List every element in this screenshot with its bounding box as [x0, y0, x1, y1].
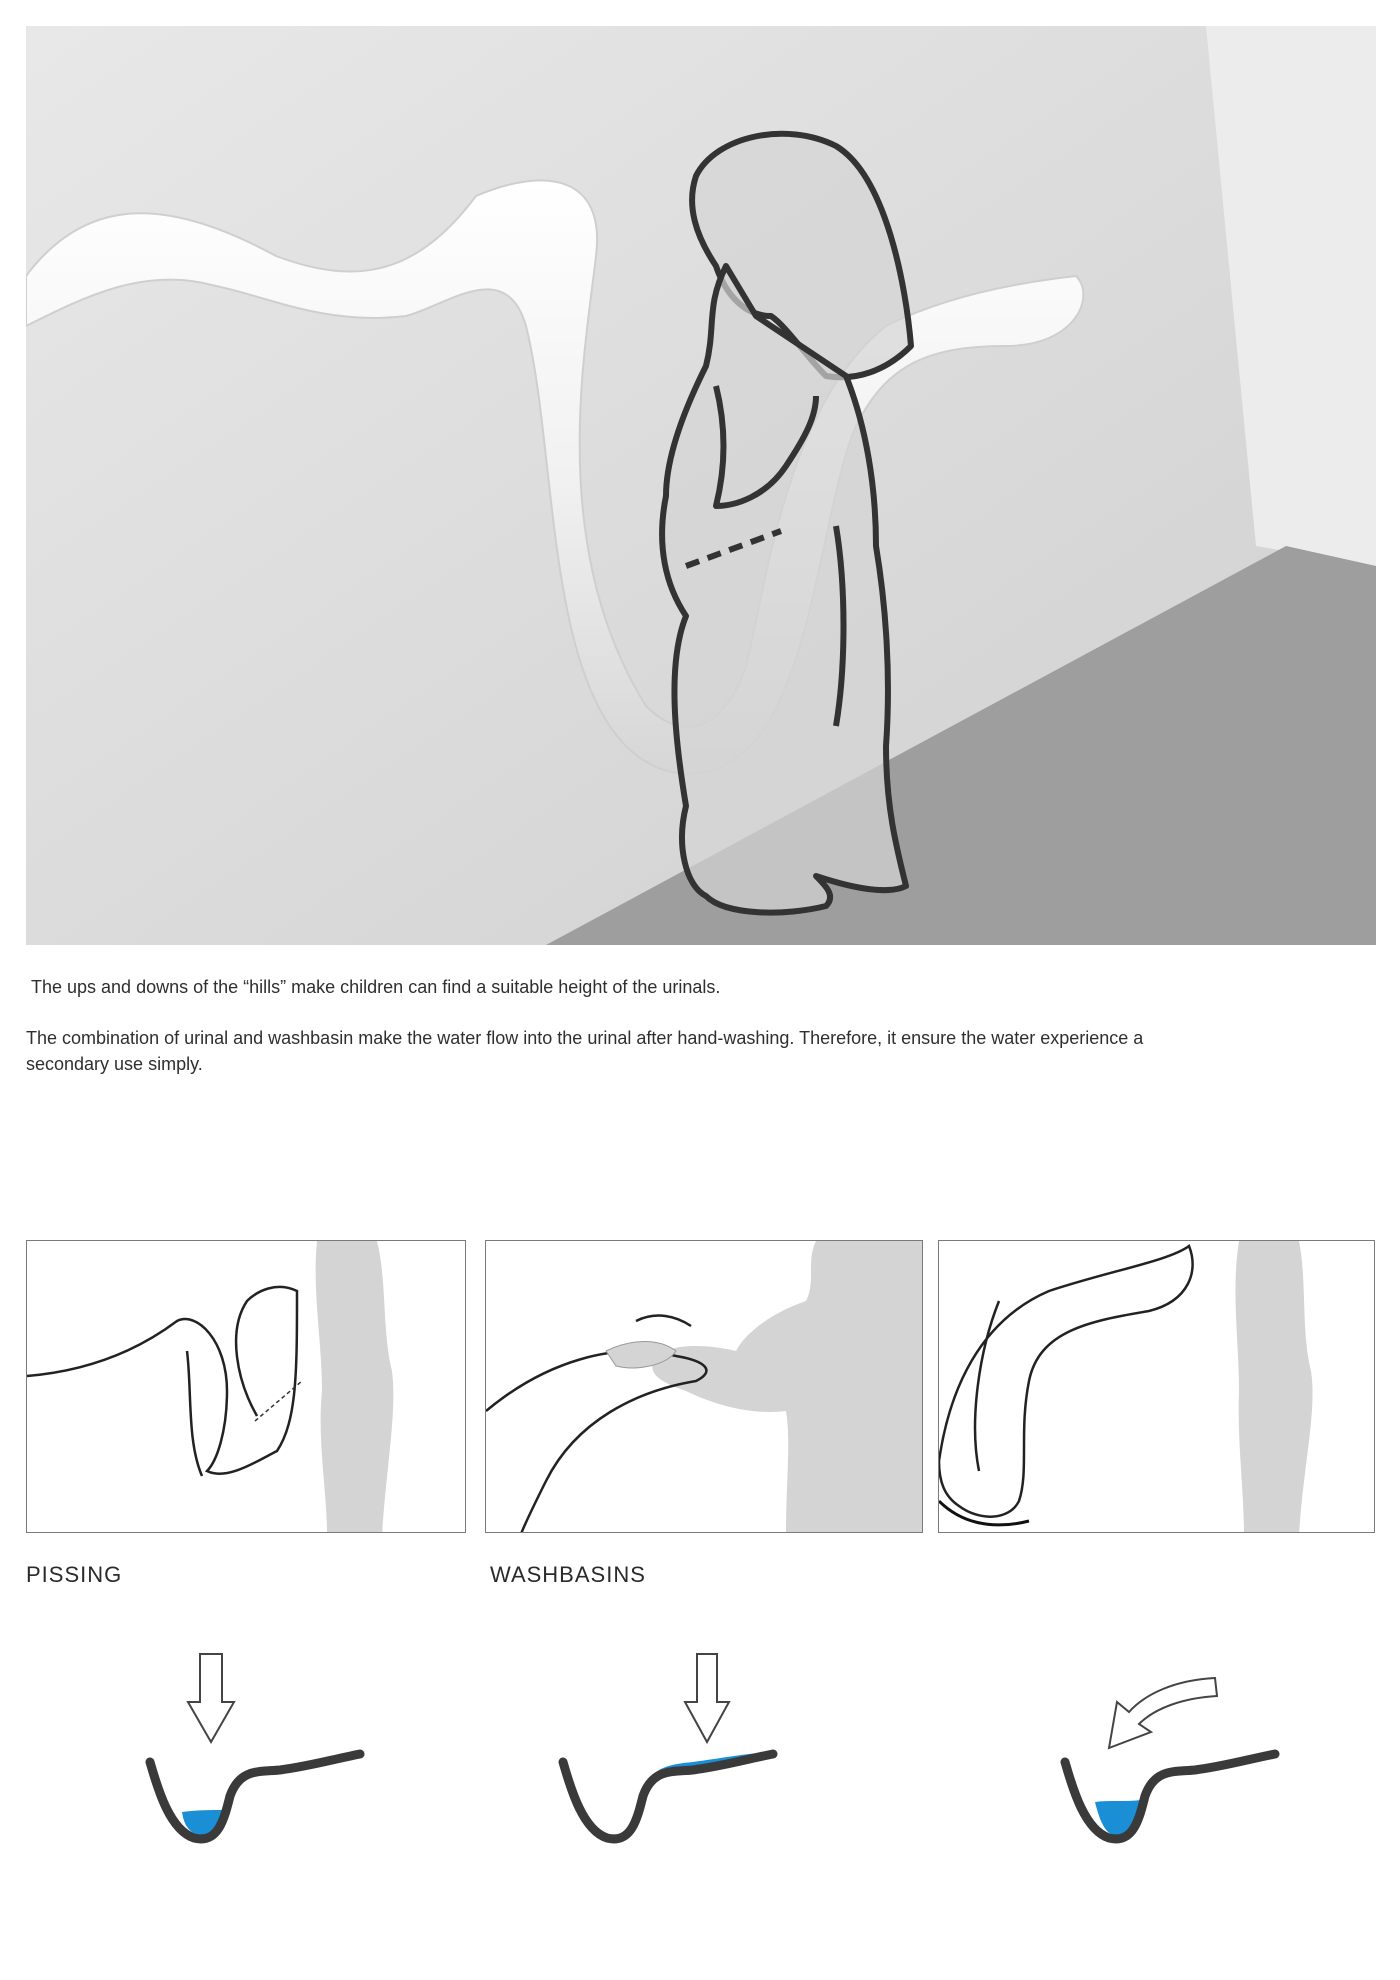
- caption-hills: The ups and downs of the “hills” make children can find a suitable height of the urinals.: [31, 977, 721, 997]
- stream-line: [255, 1381, 302, 1421]
- caption-combination: The combination of urinal and washbasin make the water flow into the urinal after hand-washing. Therefore, it ensure the water experience a secondary use simply.: [26, 1028, 1144, 1074]
- ribbon-inner: [975, 1301, 999, 1471]
- drain-sketch: [939, 1241, 1375, 1533]
- urinal-outline: [27, 1287, 297, 1474]
- panel-pissing: [26, 1240, 466, 1533]
- basin-curve: [1065, 1754, 1275, 1839]
- hero-render: [26, 26, 1376, 945]
- urinal-edge: [187, 1351, 202, 1476]
- figure-silhouette: [316, 1241, 394, 1533]
- down-arrow-icon: [188, 1654, 234, 1742]
- basin-inner: [636, 1316, 691, 1326]
- panel-washbasins: [485, 1240, 923, 1533]
- basin-curve: [150, 1754, 360, 1839]
- curved-arrow-icon: [1109, 1678, 1217, 1748]
- figure-silhouette: [1235, 1241, 1312, 1533]
- washbasin-sketch: [486, 1241, 923, 1533]
- diagram-drain-flow: [1045, 1650, 1285, 1850]
- diagram-washbasin-flow: [543, 1650, 783, 1850]
- label-pissing: PISSING: [26, 1562, 123, 1587]
- hero-illustration: [26, 26, 1376, 945]
- ribbon-outline: [939, 1246, 1193, 1517]
- pissing-sketch: [27, 1241, 466, 1533]
- figure-silhouette: [652, 1241, 923, 1533]
- label-washbasins: WASHBASINS: [490, 1562, 646, 1587]
- diagram-pissing-flow: [130, 1650, 370, 1850]
- panel-drain: [938, 1240, 1375, 1533]
- down-arrow-icon: [685, 1654, 729, 1742]
